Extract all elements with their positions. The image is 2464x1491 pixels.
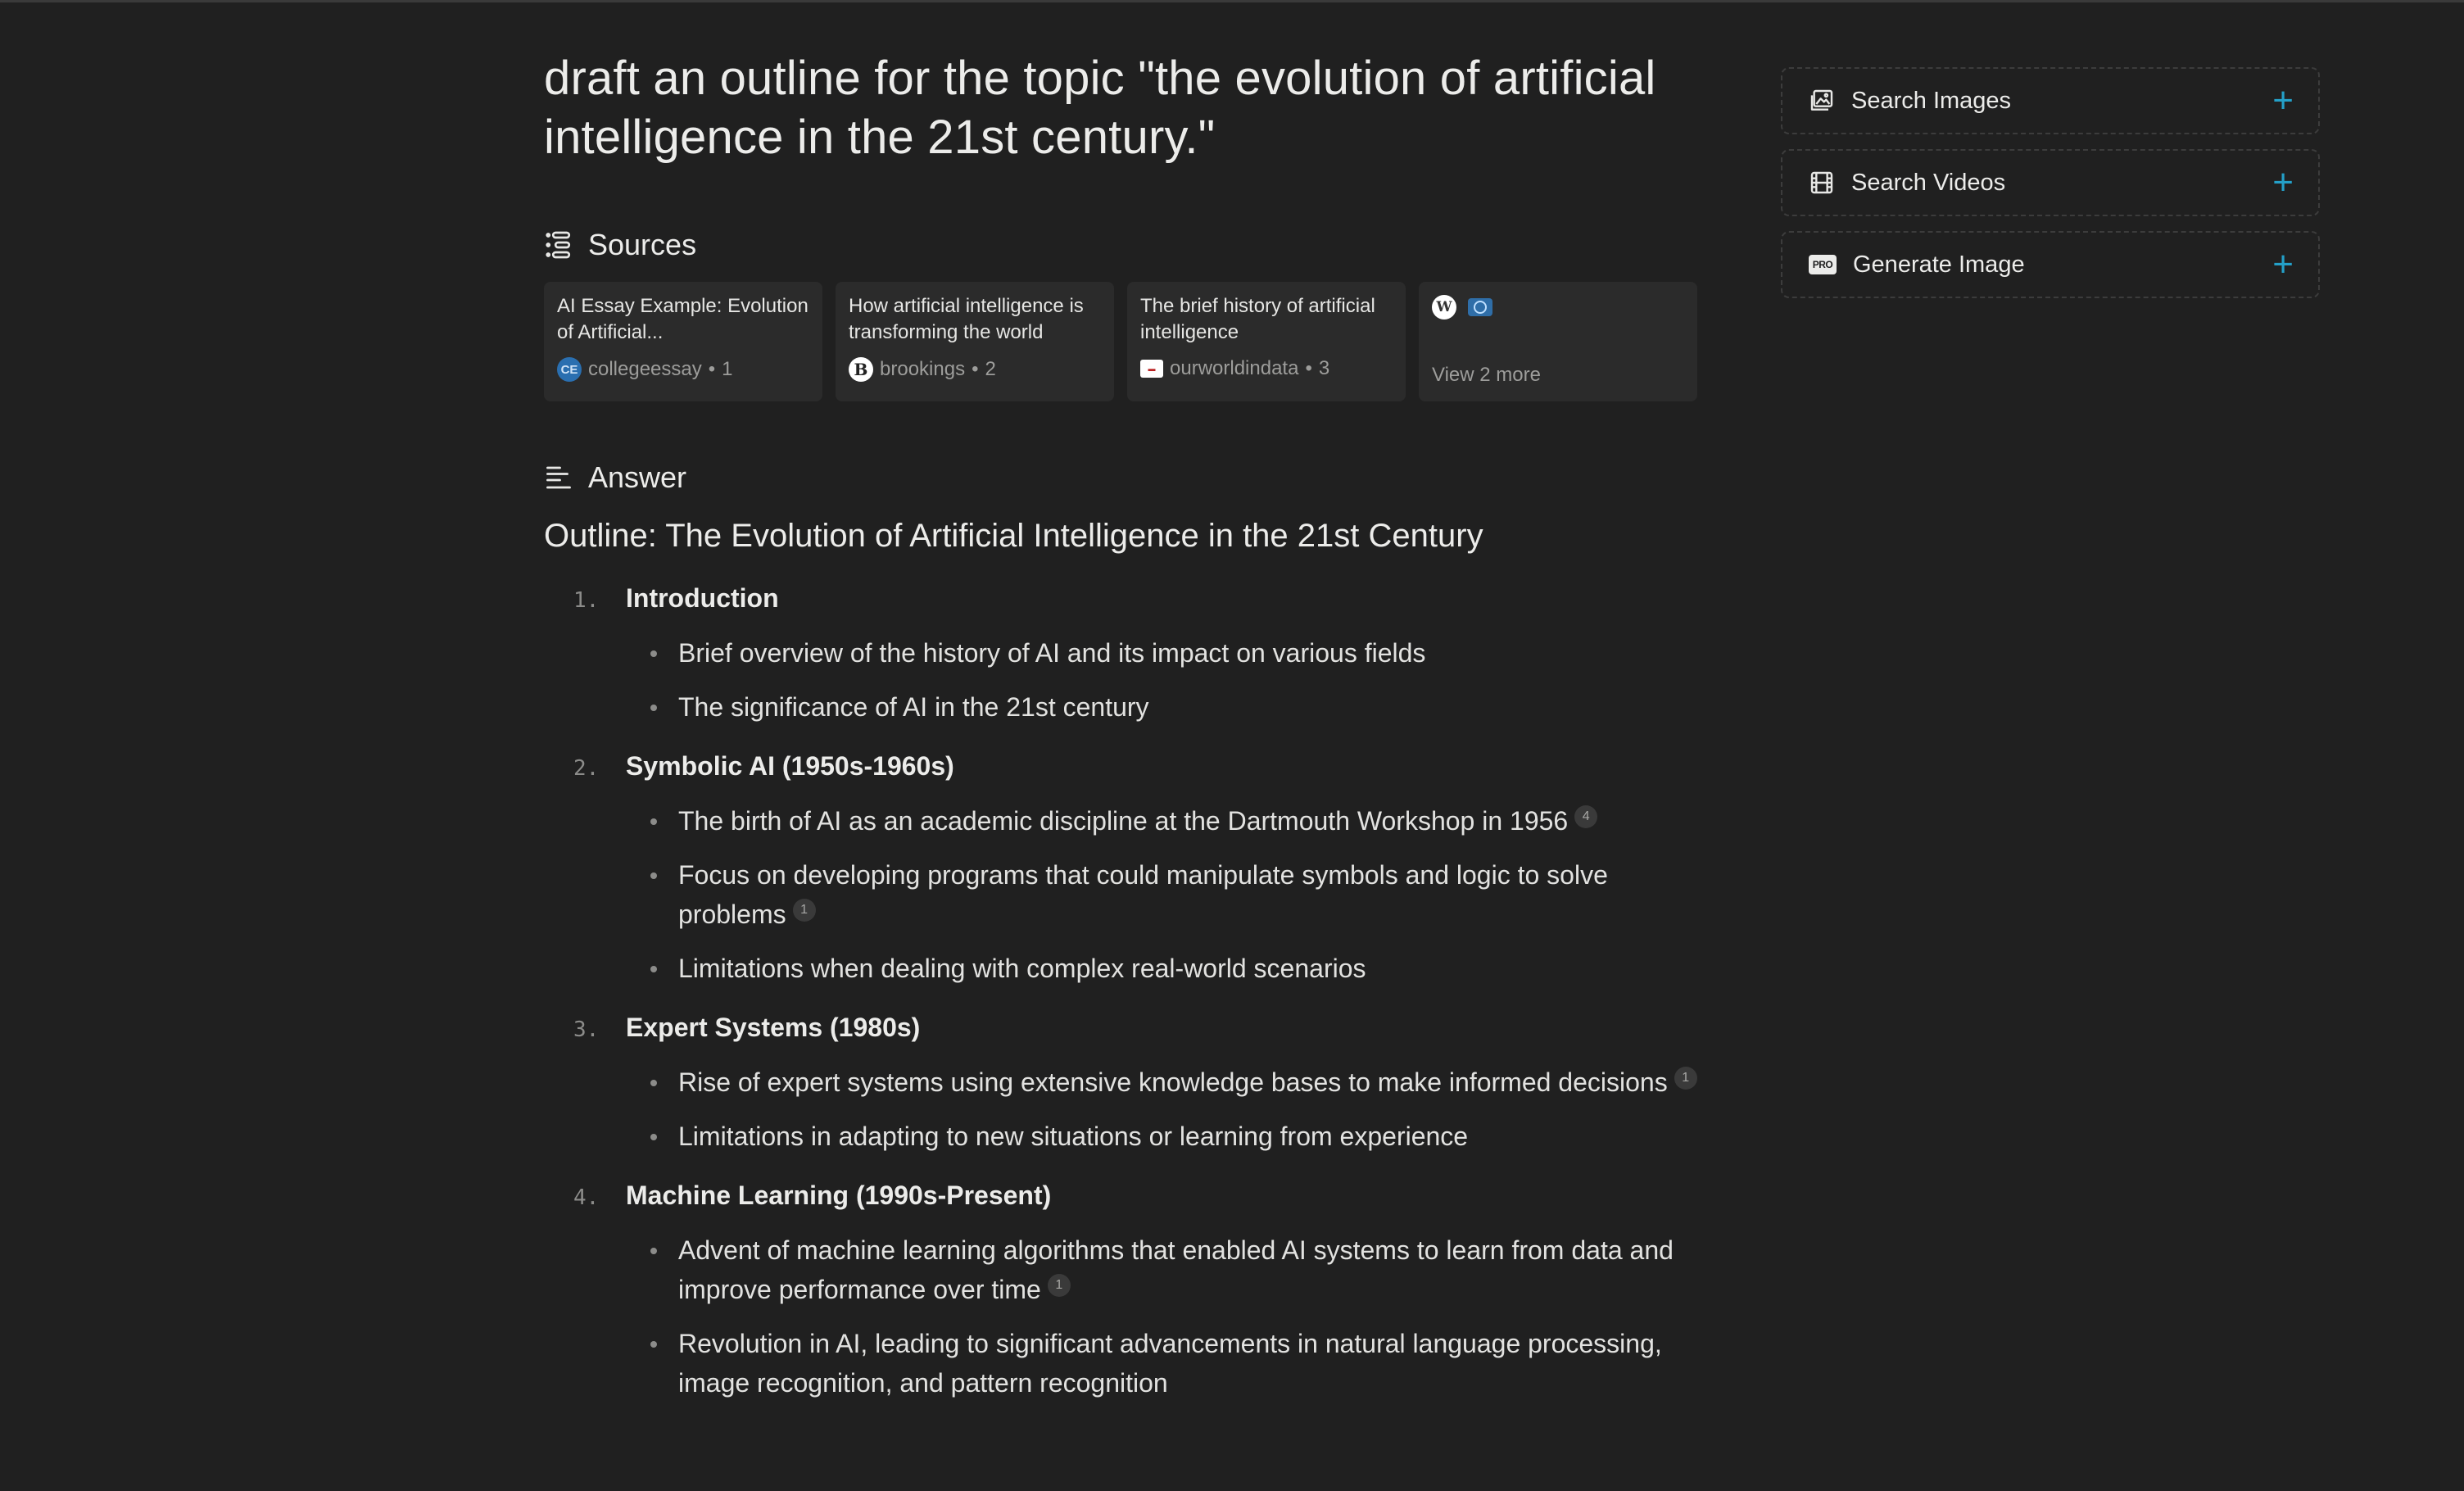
section-heading [544,748,1704,786]
list-item [650,801,1704,841]
citation-badge[interactable]: 4 [1574,805,1597,828]
source-site: collegeessay [588,358,702,380]
section-bullets [544,801,1704,988]
view-more-label: View 2 more [1432,364,1541,386]
source-title: How artificial intelligence is transforming the world [849,295,1084,343]
search-videos-button[interactable] [1781,149,2320,216]
section-heading [544,1009,1704,1048]
image-icon [1809,88,1835,114]
source-title: AI Essay Example: Evolution of Artificial... [557,295,808,343]
bullet-text: The significance of AI in the 21st century [678,692,1149,722]
top-divider [0,0,2464,2]
source-index: 3 [1318,357,1330,379]
list-item [650,1324,1704,1403]
query-title: draft an outline for the topic "the evolution of artificial intelligence in the 21st century." [544,52,1656,164]
source-card-1[interactable] [544,282,822,401]
source-dot: • [708,358,716,380]
section-heading [544,580,1704,619]
section-title: Symbolic AI (1950s-1960s) [626,751,954,781]
collegeessay-favicon-icon: CE [557,357,582,382]
list-item [650,949,1704,988]
answer-title: Outline: The Evolution of Artificial Intelligence in the 21st Century [544,518,1483,554]
list-item [650,633,1704,673]
answer-heading [544,460,1704,495]
section-title: Expert Systems (1980s) [626,1013,921,1042]
source-site: brookings [880,358,966,380]
list-item [650,1063,1704,1102]
generate-image-label: Generate Image [1853,251,2025,278]
outline-section-2 [544,748,1704,988]
section-bullets [544,633,1704,727]
source-index: 1 [722,358,733,380]
sources-list-icon [544,230,573,260]
plus-icon: + [2272,244,2294,284]
source-dot: • [972,358,979,380]
citation-badge[interactable]: 1 [1674,1067,1697,1090]
citation-badge[interactable]: 1 [793,899,816,922]
more-source-favicons [1432,295,1684,320]
source-meta [1140,357,1393,380]
bullet-text: Rise of expert systems using extensive knowledge bases to make informed decisions [678,1067,1668,1097]
source-meta [557,357,809,382]
camera-favicon-icon [1468,298,1492,316]
section-bullets [544,1063,1704,1156]
source-dot: • [1305,357,1312,379]
section-number: 1. [573,588,600,613]
list-item [650,855,1704,934]
search-images-label: Search Images [1851,87,2012,114]
citation-badge[interactable]: 1 [1048,1274,1071,1297]
source-card-3[interactable] [1127,282,1406,401]
bullet-text: Limitations in adapting to new situations or learning from experience [678,1122,1469,1151]
bullet-text: The birth of AI as an academic discipline at the Dartmouth Workshop in 1956 [678,806,1569,836]
sources-heading-label: Sources [588,228,697,261]
section-number: 3. [573,1017,600,1042]
bullet-text: Focus on developing programs that could manipulate symbols and logic to solve problems [678,860,1608,929]
section-title: Introduction [626,583,779,613]
section-number: 2. [573,756,600,781]
source-title: The brief history of artificial intelligence [1140,295,1375,343]
ourworldindata-favicon-icon: ▬ [1140,360,1163,378]
section-title: Machine Learning (1990s-Present) [626,1181,1052,1210]
source-index: 2 [985,358,996,380]
wikipedia-favicon-icon: W [1432,295,1456,320]
sources-row [544,282,1704,401]
source-site: ourworldindata [1170,357,1299,379]
outline-section-1 [544,580,1704,727]
sources-heading [544,228,1704,262]
section-heading [544,1177,1704,1216]
plus-icon: + [2272,162,2294,202]
source-card-2[interactable] [836,282,1114,401]
answer-heading-label: Answer [588,460,687,494]
pro-badge-icon: PRO [1809,255,1837,274]
search-images-button[interactable] [1781,67,2320,134]
view-more-sources-card[interactable] [1419,282,1697,401]
section-bullets [544,1230,1704,1403]
outline-section-4 [544,1177,1704,1403]
brookings-favicon-icon: B [849,357,873,382]
media-side-panel [1781,67,2320,313]
bullet-text: Limitations when dealing with complex real-world scenarios [678,954,1366,983]
generate-image-button[interactable] [1781,231,2320,298]
section-number: 4. [573,1185,600,1210]
outline-list [544,580,1704,1403]
list-item [650,687,1704,727]
list-item [650,1117,1704,1156]
source-meta [849,357,1101,382]
main-column [544,49,1704,1424]
film-icon [1809,170,1835,196]
search-videos-label: Search Videos [1851,169,2006,196]
answer-lines-icon [544,463,573,492]
outline-section-3 [544,1009,1704,1156]
list-item [650,1230,1704,1309]
bullet-text: Advent of machine learning algorithms that enabled AI systems to learn from data and improve performance over time [678,1235,1674,1304]
bullet-text: Brief overview of the history of AI and its impact on various fields [678,638,1426,668]
bullet-text: Revolution in AI, leading to significant advancements in natural language processing, image recognition, and pattern recognition [678,1329,1662,1398]
plus-icon: + [2272,80,2294,120]
